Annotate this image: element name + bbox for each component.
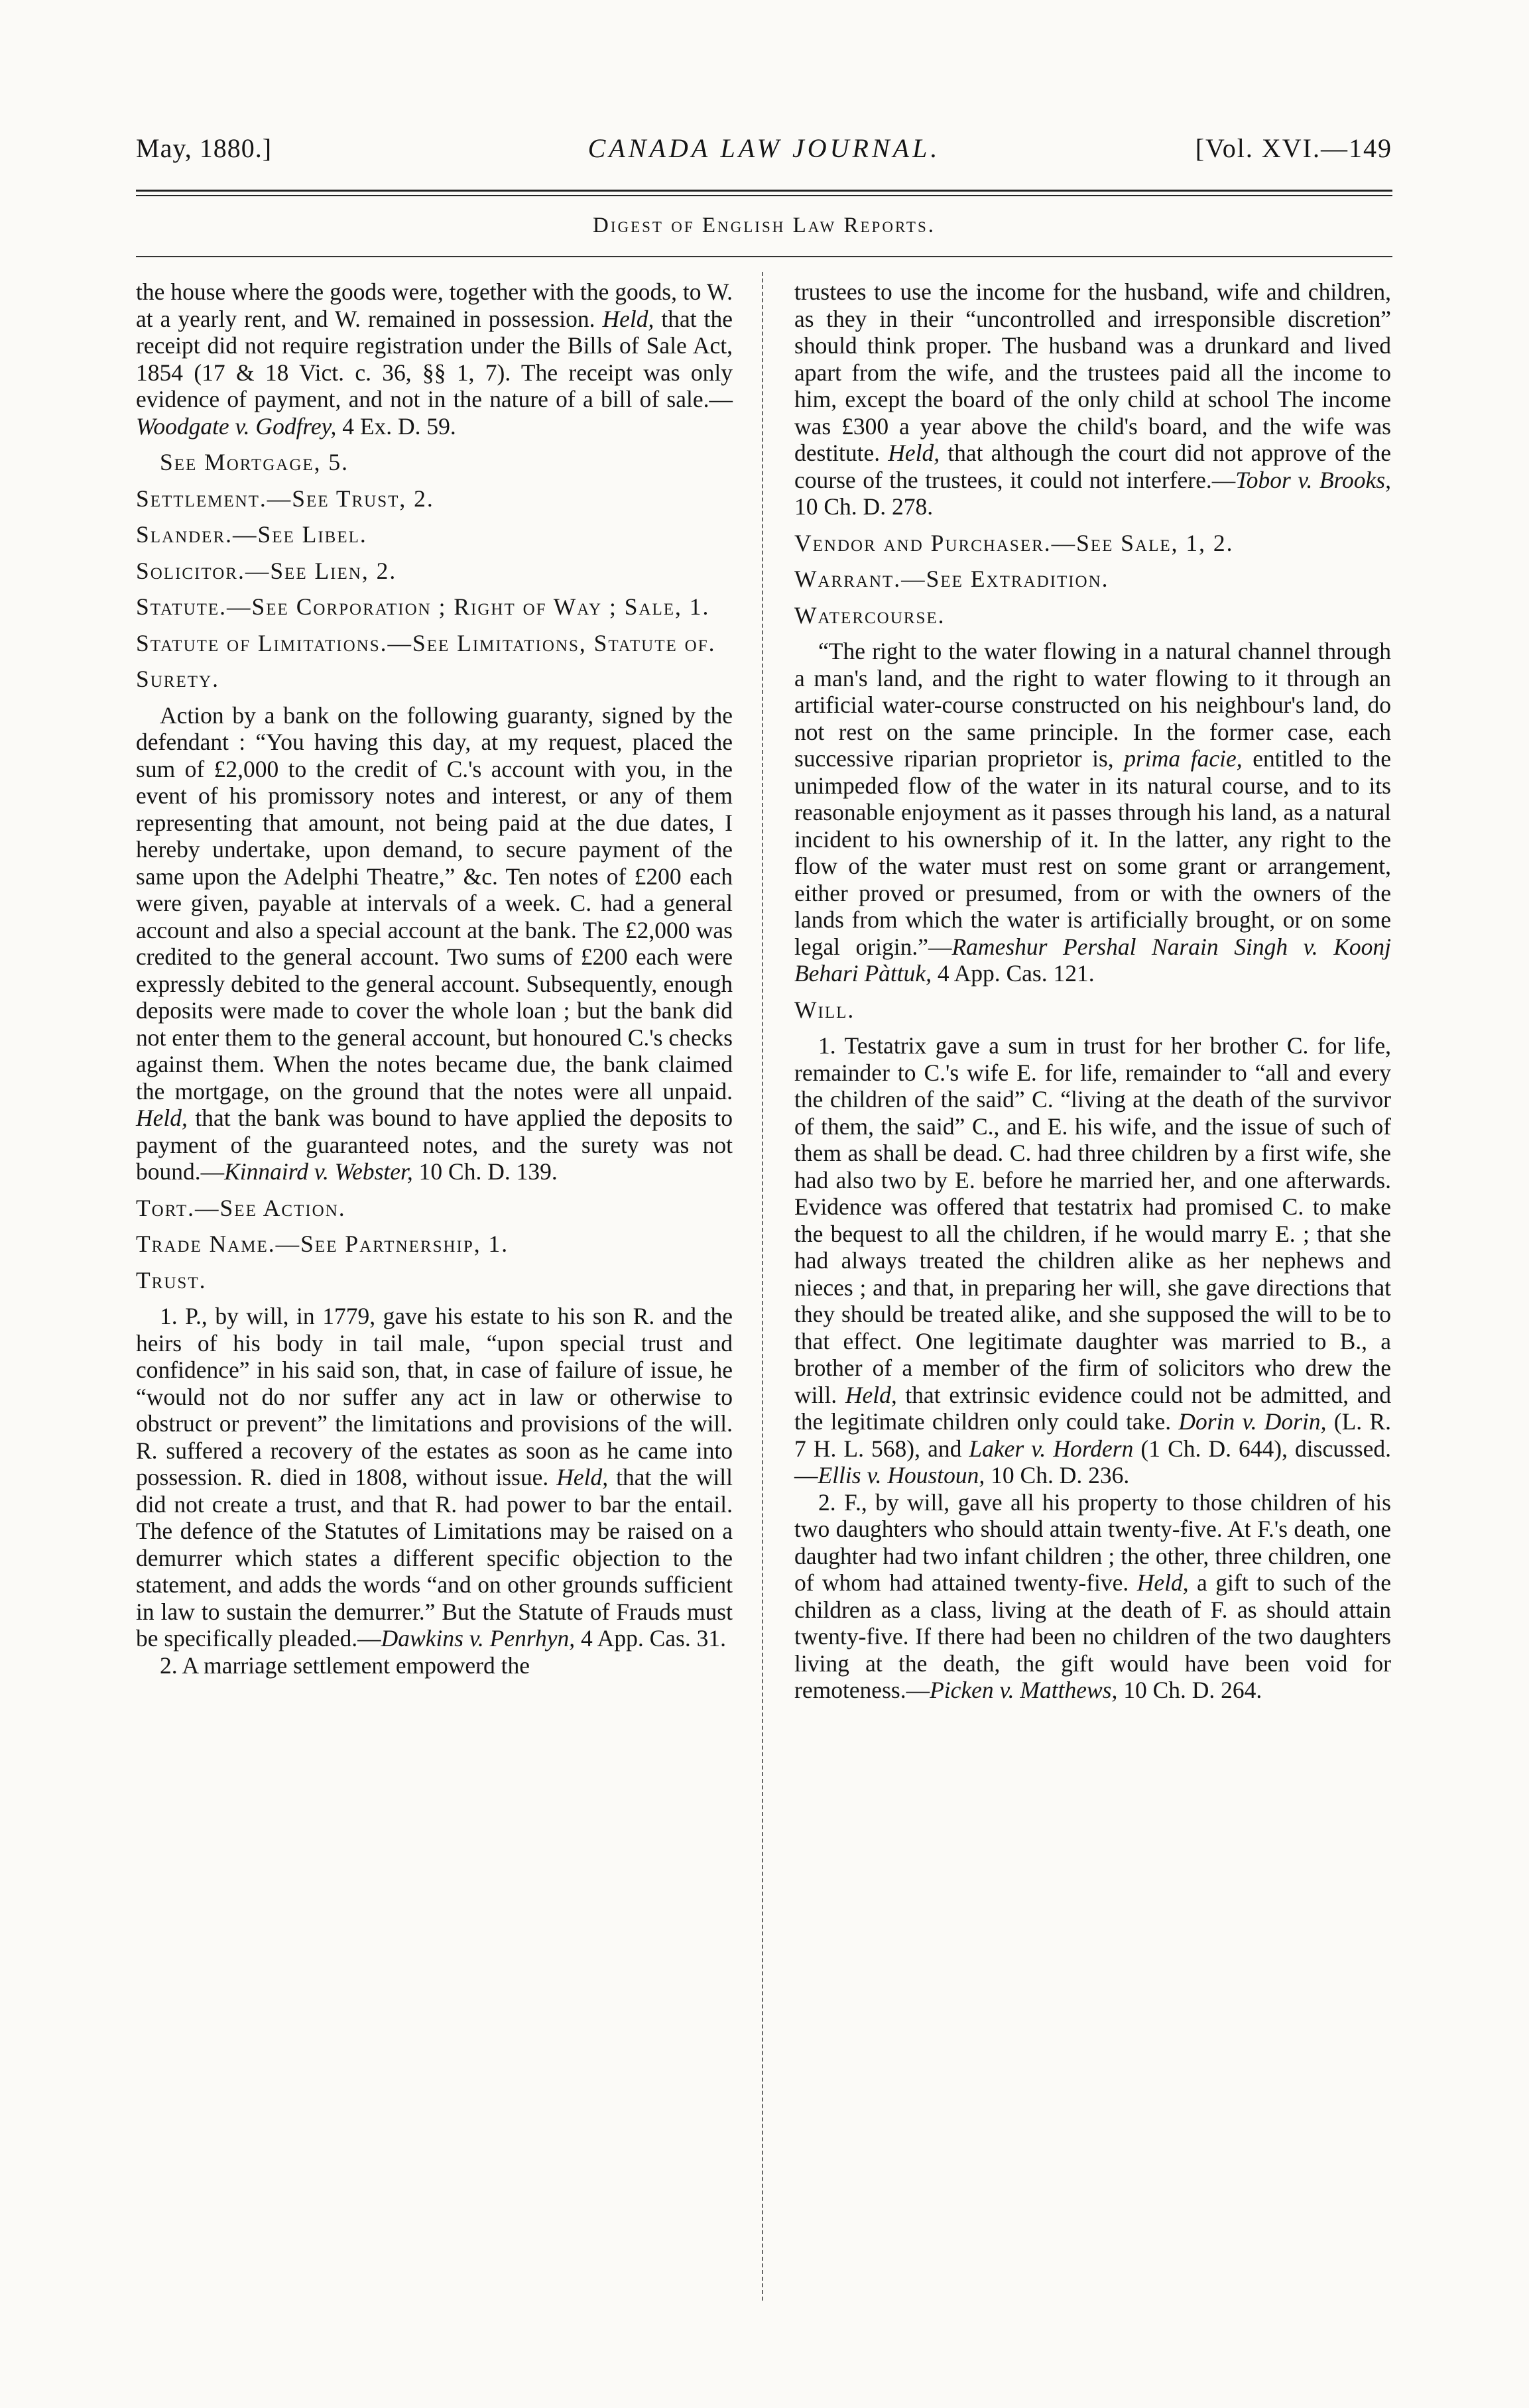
paragraph-trust-1: 1. P., by will, in 1779, gave his estate to his son R. and the heirs of his body in tail male, “upon special trust and confidence” in his said son, that, in case of failure of issue, he “would not do nor suffer any act in law or otherwise to obstruct or prevent” the limitations and provisions of the will. R. suffered a recovery of the estates as soon as he came into possession. R. died in 1808, without issue. Held, that the will did not create a trust, and that R. had power to bar the entail. The defence of the Statutes of Limitations may be raised on a demurrer which states a different specific objection to the statement, and adds the words “and on other grounds sufficient in law to sustain the demurrer.” But the Statute of Frauds must be specifically pleaded.—Dawkins v. Penrhyn, 4 App. Cas. 31.: [136, 1303, 733, 1652]
entry-statute: Statute.—See Corporation ; Right of Way ; Sale, 1.: [136, 593, 710, 620]
entry-settlement: Settlement.—See Trust, 2.: [136, 485, 434, 512]
entry-statute-limitations: Statute of Limitations.—See Limitations, Statute of.: [136, 629, 716, 656]
heading-will: Will.: [794, 996, 855, 1023]
heading-trust: Trust.: [136, 1266, 207, 1294]
section-title: Digest of English Law Reports.: [592, 213, 936, 237]
paragraph-will-2: 2. F., by will, gave all his property to those children of his two daughters who should attain twenty-five. At F.'s death, one daughter had two infant children ; the other, three children, one of whom had attained twenty-five. Held, a gift to such of the children as a class, living at the death of F. as should attain twenty-five. If there had been no children of the two daughters living at the death, the gift would have been void for remoteness.—Picken v. Matthews, 10 Ch. D. 264.: [794, 1488, 1392, 1703]
running-head: [136, 133, 1392, 179]
header-rule-double: [136, 195, 1392, 196]
journal-title: CANADA LAW JOURNAL.: [587, 133, 941, 163]
heading-watercourse: Watercourse.: [794, 601, 946, 629]
date-header: May, 1880.]: [136, 133, 273, 163]
column-divider: [762, 272, 763, 2301]
paragraph-will-1: 1. Testatrix gave a sum in trust for her brother C. for life, remainder to C.'s wife E. for life, remainder to “all and every the children of the said” C. “living at the death of the survivor of them, the said” C., and E. his wife, and the issue of such of them as shall be dead. C. had three children by a first wife, she had also two by E. before he married her, and one afterwards. Evidence was offered that testatrix had promised C. to make the bequest to all the children, if he would marry E. ; that she had always treated the children alike as her nephews and nieces ; and that, in preparing her will, she gave directions that they should be treated alike, and she supposed the will to be to that effect. One legitimate daughter was married to B., a brother of a member of the firm of solicitors who drew the will. Held, that extrinsic evidence could not be admitted, and the legitimate children only could take. Dorin v. Dorin, (L. R. 7 H. L. 568), and Laker v. Hordern (1 Ch. D. 644), discussed.—Ellis v. Houstoun, 10 Ch. D. 236.: [794, 1032, 1392, 1488]
cross-ref-mortgage: See Mortgage, 5.: [160, 449, 349, 475]
volume-page: [Vol. XVI.—149: [1195, 133, 1392, 163]
entry-warrant: Warrant.—See Extradition.: [794, 566, 1109, 592]
header-rule: [136, 190, 1392, 192]
left-column: [136, 278, 733, 1679]
right-column: [794, 278, 1391, 1704]
paragraph-watercourse: “The right to the water flowing in a natural channel through a man's land, and the right to water flowing to it through an artificial water-course constructed on his neighbour's land, do not rest on the same principle. In the former case, each successive riparian proprietor is, prima facie, entitled to the unimpeded flow of the water in its natural course, and to its reasonable enjoyment as it passes through his land, as a natural incident to his ownership of it. In the latter, any right to the flow of the water must rest on some grant or arrangement, either proved or presumed, from or with the owners of the lands from which the water is artificially brought, or on some legal origin.”—Rameshur Pershal Narain Singh v. Koonj Behari Pàttuk, 4 App. Cas. 121.: [794, 638, 1392, 987]
paragraph-trust-2: 2. A marriage settlement empowerd the: [160, 1652, 530, 1679]
entry-tort: Tort.—See Action.: [136, 1194, 346, 1221]
paragraph-woodgate: the house where the goods were, together with the goods, to W. at a yearly rent, and W. remained in possession. Held, that the receipt did not require registration under the Bills of Sale Act, 1854 (17 & 18 Vict. c. 36, §§ 1, 7). The receipt was only evidence of payment, and not in the nature of a bill of sale.—Woodgate v. Godfrey, 4 Ex. D. 59.: [136, 278, 733, 440]
entry-slander: Slander.—See Libel.: [136, 521, 367, 548]
heading-surety: Surety.: [136, 666, 219, 692]
entry-vendor: Vendor and Purchaser.—See Sale, 1, 2.: [794, 529, 1234, 556]
paragraph-surety: Action by a bank on the following guaranty, signed by the defendant : “You having this day, at my request, placed the sum of £2,000 to the credit of C.'s account with you, in the event of his promissory notes and interest, or any of them representing that amount, not being paid at the due dates, I hereby undertake, upon demand, to secure payment of the same upon the Adelphi Theatre,” &c. Ten notes of £200 each were given, payable at intervals of a week. C. had a general account and also a special account at the bank. The £2,000 was credited to the general account. Two sums of £200 each were expressly debited to the general account. Subsequently, enough deposits were made to cover the whole loan ; but the bank did not enter them to the general account, but honoured C.'s checks against them. When the notes became due, the bank claimed the mortgage, on the ground that the notes were all unpaid. Held, that the bank was bound to have applied the deposits to payment of the guaranteed notes, and the surety was not bound.—Kinnaird v. Webster, 10 Ch. D. 139.: [136, 701, 733, 1185]
paragraph-tobor: trustees to use the income for the husband, wife and children, as they in their “uncontrolled and irresponsible discretion” should think proper. The husband was a drunkard and lived apart from the wife, and the trustees paid all the income to him, except the board of the only child at school The income was £300 a year above the child's board, and the wife was destitute. Held, that although the court did not approve of the course of the trustees, it could not interfere.—Tobor v. Brooks, 10 Ch. D. 278.: [794, 278, 1392, 520]
entry-solicitor: Solicitor.—See Lien, 2.: [136, 557, 397, 584]
section-rule: [136, 256, 1392, 257]
entry-trade-name: Trade Name.—See Partnership, 1.: [136, 1231, 509, 1257]
